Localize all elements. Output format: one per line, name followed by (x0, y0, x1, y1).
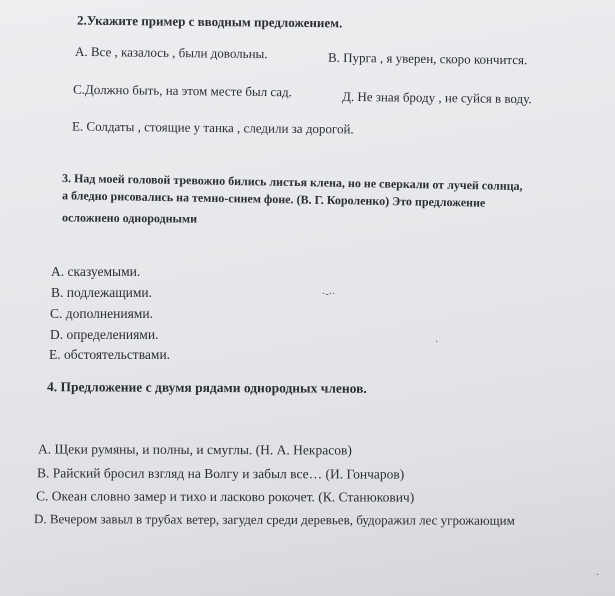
q3-option-d: D. определениями. (50, 327, 159, 342)
q4-title: 4. Предложение с двумя рядами однородных членов. (46, 379, 367, 396)
q3-option-a: А. сказуемыми. (51, 264, 141, 279)
q2-option-e: Е. Солдаты , стоящие у танка , следили за дорогой. (71, 118, 354, 137)
q3-option-e: Е. обстоятельствами. (49, 347, 171, 362)
paper-mark: · (435, 337, 439, 348)
q3-option-b: В. подлежащими. (51, 285, 153, 300)
q4-option-d: D. Вечером завыл в трубах ветер, загудел среди деревьев, будоражил лес угрожающим (33, 511, 515, 528)
q2-option-b: В. Пурга , я уверен, скоро кончится. (327, 49, 528, 68)
q2-option-d: Д. Не зная броду , не суйся в воду. (341, 88, 532, 107)
q4-option-a: А. Щеки румяны, и полны, и смуглы. (Н. А. Некрасов) (37, 441, 352, 458)
q2-option-a: А. Все , казалось , были довольны. (74, 43, 268, 62)
q4-option-b: В. Райский бросил взгляд на Волгу и забыл все… (И. Гончаров) (36, 465, 405, 482)
q2-title: 2.Укажите пример с вводным предложением. (76, 12, 343, 31)
q2-option-c: С.Должно быть, на этом месте был сад. (72, 81, 293, 100)
q4-option-c: С. Океан словно замер и тихо и ласково рокочет. (К. Станюкович) (35, 488, 415, 505)
paper-mark: ·‐·· (322, 289, 336, 300)
q3-text-line-2: а бледно рисовались на темно-синем фоне. (В. Г. Короленко) Это предложение (61, 188, 486, 210)
q3-option-c: С. дополнениями. (50, 306, 153, 321)
paper-mark: · (596, 570, 600, 581)
q3-text-line-1: 3. Над моей головой тревожно бились листья клена, но не сверкали от лучей солнца, (61, 170, 523, 194)
q3-text-line-3: осложнено однородными (61, 210, 198, 226)
